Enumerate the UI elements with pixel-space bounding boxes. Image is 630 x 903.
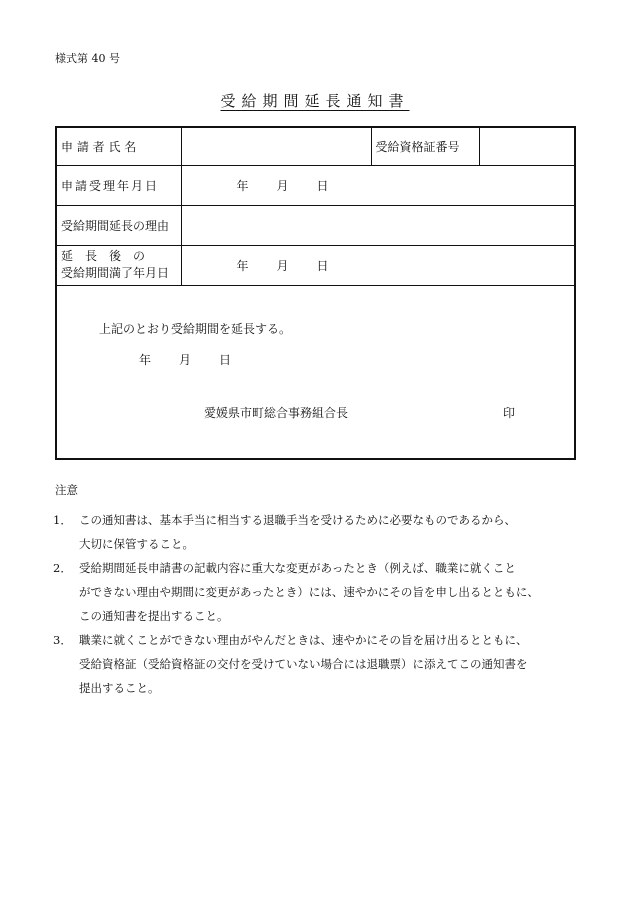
note-number: 3．	[53, 633, 72, 647]
receipt-day: 日	[316, 178, 329, 193]
notes-section	[55, 478, 585, 700]
note-line: 提出すること。	[79, 681, 160, 695]
expiry-date-label	[56, 245, 181, 285]
reason-field[interactable]	[181, 205, 575, 245]
statement-area	[56, 285, 575, 459]
row-expiry-date	[56, 245, 575, 285]
note-item-2	[55, 556, 585, 628]
receipt-date-field[interactable]	[181, 165, 575, 205]
expiry-month: 月	[276, 258, 289, 273]
document-title-text: 受給期間延長通知書	[220, 92, 410, 110]
expiry-label-line2: 受給期間満了年月日	[61, 266, 170, 280]
note-line: 受給資格証（受給資格証の交付を受けていない場合には退職票）に添えてこの通知書を	[79, 657, 528, 671]
cert-number-label: 受給資格証番号	[371, 127, 479, 165]
expiry-year: 年	[236, 258, 249, 273]
note-line: 大切に保管すること。	[79, 537, 194, 551]
cert-number-field[interactable]	[479, 127, 575, 165]
expiry-day: 日	[316, 258, 329, 273]
reason-label: 受給期間延長の理由	[56, 205, 181, 245]
applicant-label: 申 請 者 氏 名	[56, 127, 181, 165]
note-line: 受給期間延長申請書の記載内容に重大な変更があったとき（例えば、職業に就くこと	[79, 561, 516, 575]
expiry-label-line1: 延 長 後 の	[61, 249, 146, 263]
row-receipt-date	[56, 165, 575, 205]
note-number: 2．	[53, 561, 72, 575]
receipt-date-label: 申請受理年月日	[56, 165, 181, 205]
statement-day: 日	[219, 352, 232, 367]
note-line: この通知書を提出すること。	[79, 609, 229, 623]
row-applicant	[56, 127, 575, 165]
expiry-date-field[interactable]	[181, 245, 575, 285]
seal-mark: 印	[503, 405, 516, 420]
note-line: 職業に就くことができない理由がやんだときは、速やかにその旨を届け出るとともに、	[79, 633, 528, 647]
statement-year: 年	[139, 352, 152, 367]
extension-form-table	[55, 126, 576, 460]
note-item-1	[55, 508, 585, 556]
row-statement	[56, 285, 575, 459]
note-line: ができない理由や期間に変更があったとき）には、速やかにその旨を申し出るとともに、	[79, 585, 539, 599]
note-line: この通知書は、基本手当に相当する退職手当を受けるために必要なものであるから、	[79, 513, 516, 527]
statement-text: 上記のとおり受給期間を延長する。	[99, 321, 292, 336]
notes-heading: 注意	[55, 483, 78, 497]
note-number: 1．	[53, 513, 72, 527]
receipt-year: 年	[236, 178, 249, 193]
document-title	[0, 90, 630, 111]
statement-month: 月	[179, 352, 192, 367]
form-number: 様式第 40 号	[55, 52, 120, 65]
statement-date[interactable]	[139, 351, 231, 368]
receipt-month: 月	[276, 178, 289, 193]
issuer-name: 愛媛県市町総合事務組合長	[204, 405, 349, 420]
applicant-name-field[interactable]	[181, 127, 371, 165]
row-reason	[56, 205, 575, 245]
note-item-3	[55, 628, 585, 700]
